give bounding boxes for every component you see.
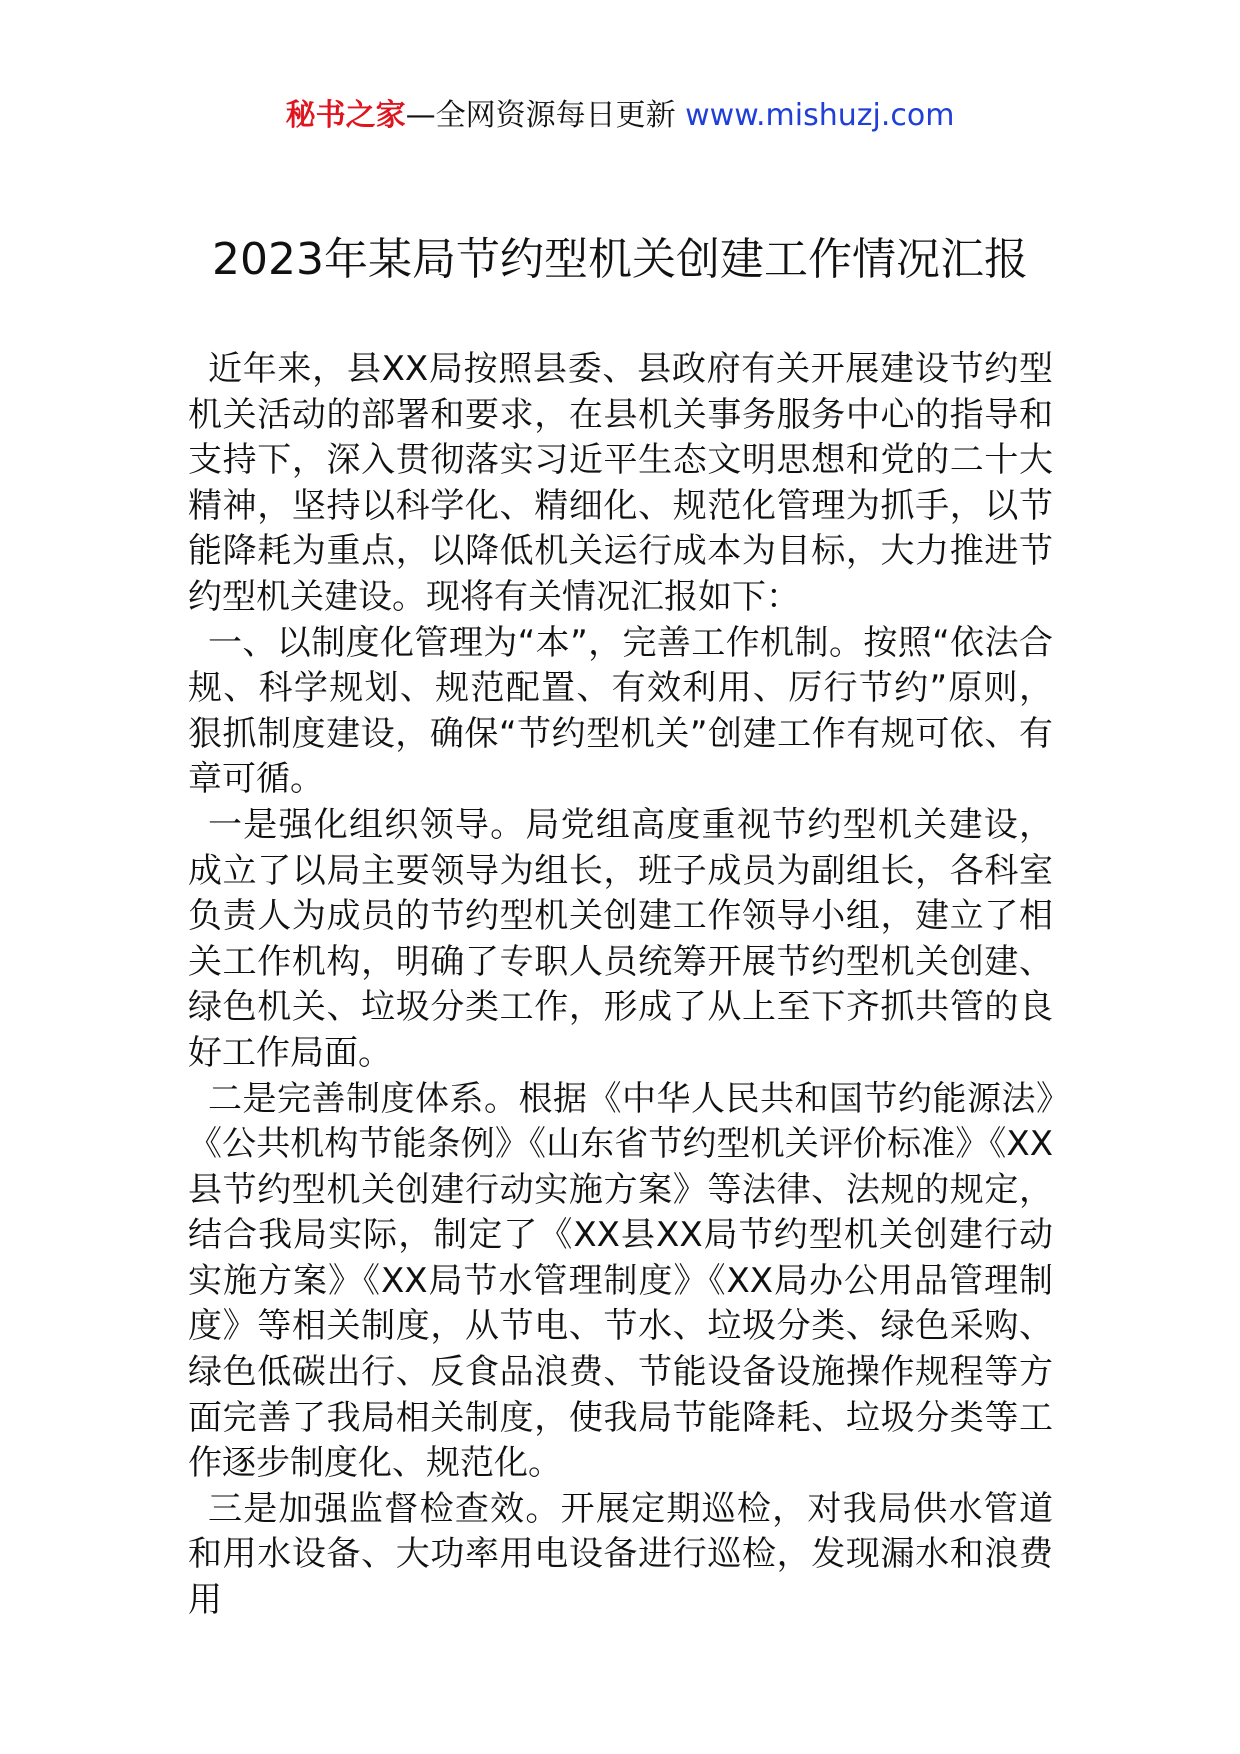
brand-name: 秘书之家 <box>285 98 406 133</box>
paragraph-section-1: 一、以制度化管理为“本”，完善工作机制。按照“依法合规、科学规划、规范配置、有效利用、厉行节约”原则，狠抓制度建设，确保“节约型机关”创建工作有规可依、有章可循。 <box>188 622 1053 800</box>
paragraph-point-3: 三是加强监督检查效。开展定期巡检，对我局供水管道和用水设备、大功率用电设备进行巡检，发现漏水和浪费用 <box>188 1488 1053 1621</box>
document-title: 2023年某局节约型机关创建工作情况汇报 <box>212 234 1028 285</box>
website-link[interactable]: www.mishuzj.com <box>685 98 955 133</box>
paragraph-point-2: 二是完善制度体系。根据《中华人民共和国节约能源法》《公共机构节能条例》《山东省节约型机关评价标准》《XX县节约型机关创建行动实施方案》等法律、法规的规定，结合我局实际，制定了《XX县XX局节约型机关创建行动实施方案》《XX局节水管理制度》《XX局办公用品管理制度》等相关制度，从节电、节水、垃圾分类、绿色采购、绿色低碳出行、反食品浪费、节能设备设施操作规程等方面完善了我局相关制度，使我局节能降耗、垃圾分类等工作逐步制度化、规范化。 <box>188 1078 1053 1484</box>
paragraph-intro: 近年来，县XX局按照县委、县政府有关开展建设节约型机关活动的部署和要求，在县机关事务服务中心的指导和支持下，深入贯彻落实习近平生态文明思想和党的二十大精神，坚持以科学化、精细化、规范化管理为抓手，以节能降耗为重点，以降低机关运行成本为目标，大力推进节约型机关建设。现将有关情况汇报如下： <box>188 349 1053 617</box>
paragraph-point-1: 一是强化组织领导。局党组高度重视节约型机关建设，成立了以局主要领导为组长，班子成员为副组长，各科室负责人为成员的节约型机关创建工作领导小组，建立了相关工作机构，明确了专职人员统筹开展节约型机关创建、绿色机关、垃圾分类工作，形成了从上至下齐抓共管的良好工作局面。 <box>188 804 1053 1073</box>
document-body <box>188 347 1053 1624</box>
site-banner <box>0 96 1240 136</box>
banner-tagline: —全网资源每日更新 <box>405 98 676 133</box>
